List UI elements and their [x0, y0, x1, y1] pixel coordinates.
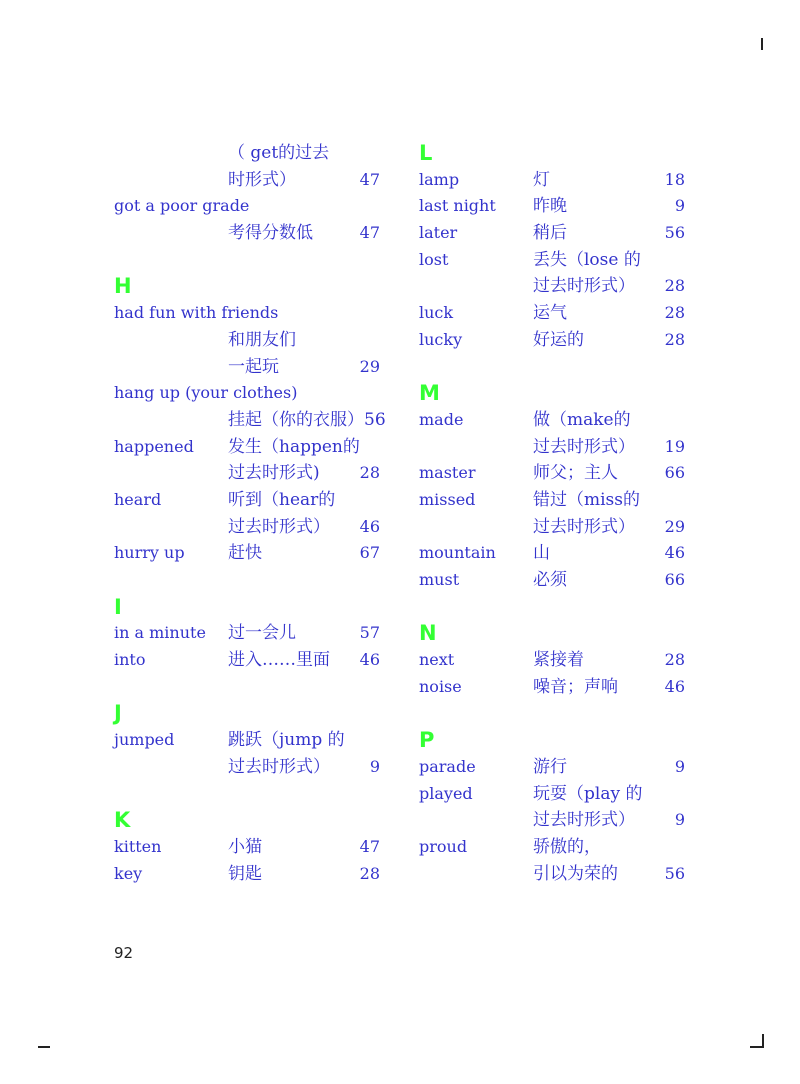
entry-page: 56 [664, 863, 685, 883]
glossary-entry-line [114, 380, 380, 407]
entry-word: hurry up [114, 543, 185, 563]
crop-mark-top-right [761, 38, 763, 50]
entry-page: 28 [664, 650, 685, 670]
glossary-entry-line [419, 193, 685, 220]
glossary-entry-line [419, 327, 685, 354]
entry-meaning: 噪音；声响 [533, 676, 618, 697]
entry-page: 28 [664, 303, 685, 323]
entry-meaning: 运气 [533, 303, 567, 324]
section-letter-heading: L [419, 141, 433, 165]
glossary-entry-line [419, 487, 685, 514]
entry-page: 29 [359, 356, 380, 376]
entry-word: lucky [419, 329, 463, 349]
entry-page: 28 [664, 276, 685, 296]
entry-page: 67 [359, 543, 380, 563]
entry-page: 9 [674, 810, 685, 830]
entry-meaning: 稍后 [533, 223, 567, 244]
entry-word: missed [419, 489, 476, 509]
page-number: 92 [114, 944, 134, 962]
glossary-entry-line [419, 674, 685, 701]
entry-word: in a minute [114, 623, 206, 643]
entry-page: 56 [664, 223, 685, 243]
entry-meaning: 发生（happen的 [228, 436, 360, 457]
glossary-entry-line [114, 434, 380, 461]
glossary-entry-line [114, 327, 380, 354]
glossary-entry-line [419, 300, 685, 327]
entry-page: 9 [674, 756, 685, 776]
crop-mark-bottom-right-v [762, 1034, 764, 1047]
entry-page: 46 [359, 516, 380, 536]
glossary-entry-line [114, 460, 380, 487]
glossary-entry-line [114, 220, 380, 247]
entry-meaning: 过去时形式） [228, 516, 330, 537]
section-letter-heading: I [114, 594, 122, 619]
entry-word: heard [114, 489, 162, 509]
glossary-entry-line [114, 754, 380, 781]
entry-meaning: 玩耍（play 的 [533, 783, 643, 804]
entry-page: 28 [664, 329, 685, 349]
glossary-entry-line [419, 567, 685, 594]
glossary-entry-line [419, 434, 685, 461]
entry-meaning: 考得分数低 [228, 223, 313, 244]
glossary-entry-line [114, 407, 386, 434]
section-spacer [114, 247, 380, 274]
section-spacer [114, 781, 380, 808]
entry-meaning: 时形式） [228, 169, 296, 190]
entry-page: 18 [664, 169, 685, 189]
entry-word: hang up (your clothes) [114, 383, 298, 403]
entry-page: 47 [359, 169, 380, 189]
entry-word: luck [419, 303, 454, 323]
entry-page: 47 [359, 223, 380, 243]
entry-meaning: 和朋友们 [228, 329, 296, 350]
glossary-entry-line [114, 861, 380, 888]
glossary-entry-line [419, 407, 685, 434]
entry-meaning: 挂起（你的衣服）56 [228, 409, 386, 430]
entry-meaning: 必须 [533, 570, 567, 590]
section-letter-heading: P [419, 728, 435, 753]
entry-page: 29 [664, 516, 685, 536]
entry-word: mountain [419, 543, 496, 563]
entry-meaning: 进入……里面 [228, 650, 330, 671]
entry-word: later [419, 223, 458, 243]
entry-meaning: 师父；主人 [533, 463, 618, 484]
entry-word: had fun with friends [114, 303, 279, 323]
glossary-entry-line [419, 460, 685, 487]
section-spacer [419, 594, 685, 621]
section-letter-heading: J [114, 701, 122, 726]
entry-page: 9 [369, 756, 380, 776]
section-spacer [419, 354, 685, 381]
glossary-entry-line [419, 647, 685, 674]
section-letter-heading: K [114, 808, 131, 833]
glossary-entry-line [419, 754, 685, 781]
glossary-entry-line [419, 540, 685, 567]
entry-page: 46 [664, 543, 685, 563]
glossary-entry-line [419, 807, 685, 834]
glossary-entry-line [114, 727, 380, 754]
entry-word: played [419, 783, 473, 803]
section-letter-heading: N [419, 621, 437, 646]
entry-meaning: 赶快 [228, 543, 262, 564]
entry-word: made [419, 409, 464, 429]
entry-meaning: 骄傲的， [533, 836, 601, 857]
glossary-entry-line [114, 487, 380, 514]
crop-mark-bottom-left [38, 1046, 50, 1048]
entry-word: next [419, 650, 455, 670]
glossary-entry-line [114, 193, 380, 220]
glossary-entry-line [419, 834, 685, 861]
section-spacer [114, 567, 380, 594]
entry-page: 47 [359, 836, 380, 856]
entry-meaning: 紧接着 [533, 650, 584, 671]
glossary-entry-line [114, 167, 380, 194]
entry-word: lamp [419, 169, 460, 189]
entry-meaning: 过去时形式） [533, 276, 635, 297]
glossary-entry-line [114, 514, 380, 541]
entry-word: kitten [114, 836, 162, 856]
entry-meaning: 过去时形式） [228, 756, 330, 777]
glossary-entry-line [419, 167, 685, 194]
entry-meaning: （ get的过去 [228, 143, 330, 163]
glossary-entry-line [419, 514, 685, 541]
entry-page: 66 [664, 463, 685, 483]
entry-meaning: 过一会儿 [228, 623, 296, 644]
entry-meaning: 小猫 [228, 836, 262, 857]
entry-word: key [114, 863, 143, 883]
entry-word: got a poor grade [114, 196, 250, 216]
entry-meaning: 过去时形式） [533, 436, 635, 457]
section-spacer [114, 674, 380, 701]
entry-word: jumped [114, 730, 175, 750]
entry-meaning: 游行 [533, 756, 567, 777]
entry-word: proud [419, 836, 468, 856]
entry-meaning: 丢失（lose 的 [533, 249, 641, 270]
entry-meaning: 引以为荣的 [533, 863, 618, 884]
glossary-entry-line [114, 140, 380, 167]
glossary-entry-line [419, 220, 685, 247]
section-spacer [419, 700, 685, 727]
glossary-left-column [114, 140, 386, 887]
entry-meaning: 钥匙 [228, 863, 262, 884]
entry-word: last night [419, 196, 496, 216]
entry-page: 19 [664, 436, 685, 456]
entry-meaning: 错过（miss的 [533, 489, 641, 510]
entry-meaning: 跳跃（jump 的 [228, 730, 345, 751]
entry-page: 46 [664, 676, 685, 696]
entry-page: 28 [359, 463, 380, 483]
glossary-entry-line [114, 300, 380, 327]
entry-meaning: 过去时形式） [533, 516, 635, 537]
glossary-entry-line [114, 647, 380, 674]
glossary-entry-line [114, 620, 380, 647]
entry-page: 28 [359, 863, 380, 883]
entry-meaning: 山 [533, 543, 550, 564]
glossary-entry-line [419, 247, 685, 274]
glossary-entry-line [419, 781, 685, 808]
entry-word: master [419, 463, 476, 483]
entry-meaning: 做（make的 [533, 409, 631, 430]
entry-word: noise [419, 676, 462, 696]
entry-word: lost [419, 249, 449, 269]
entry-word: into [114, 650, 146, 670]
entry-meaning: 灯 [533, 169, 550, 190]
entry-word: happened [114, 436, 194, 456]
entry-page: 57 [359, 623, 380, 643]
entry-page: 46 [359, 650, 380, 670]
entry-word: must [419, 570, 460, 589]
entry-page: 66 [664, 570, 685, 589]
entry-meaning: 过去时形式) [228, 463, 320, 484]
entry-word: parade [419, 756, 476, 776]
entry-meaning: 好运的 [533, 329, 584, 350]
glossary-entry-line [419, 861, 685, 888]
entry-meaning: 过去时形式） [533, 810, 635, 831]
entry-page: 9 [674, 196, 685, 216]
entry-meaning: 听到（hear的 [228, 489, 336, 510]
glossary-entry-line [114, 834, 380, 861]
section-letter-heading: H [114, 274, 132, 299]
glossary-right-column [419, 140, 685, 887]
glossary-entry-line [419, 273, 685, 300]
glossary-entry-line [114, 540, 380, 567]
glossary-entry-line [114, 354, 380, 381]
entry-meaning: 昨晚 [533, 196, 567, 217]
section-letter-heading: M [419, 381, 440, 406]
entry-meaning: 一起玩 [228, 356, 279, 377]
